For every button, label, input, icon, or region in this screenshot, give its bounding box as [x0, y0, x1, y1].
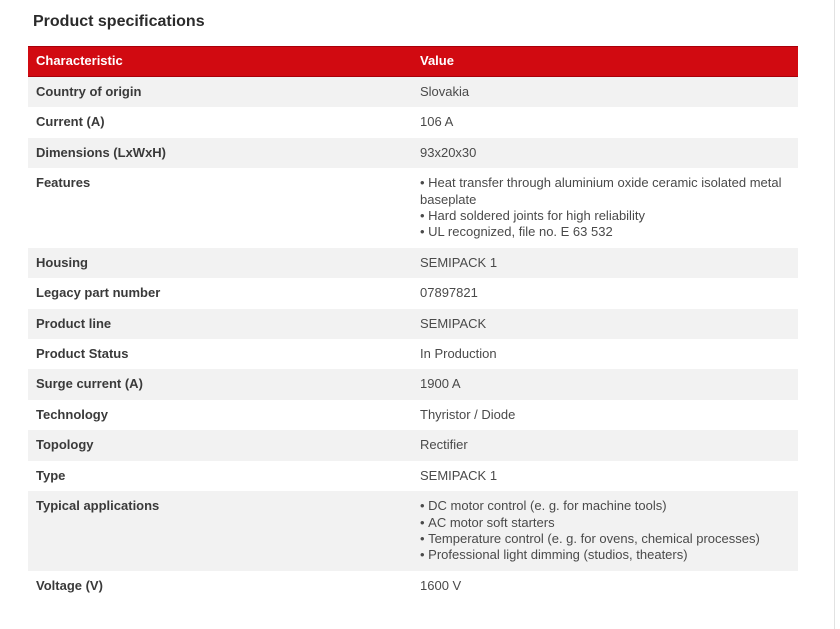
characteristic-label: Features — [28, 168, 412, 248]
characteristic-value: 1600 V — [412, 571, 798, 601]
list-item: • DC motor control (e. g. for machine tools) — [420, 498, 790, 514]
characteristic-label: Voltage (V) — [28, 571, 412, 601]
table-header-row — [28, 47, 798, 77]
table-row — [28, 491, 798, 571]
characteristic-value-list — [412, 491, 798, 571]
list-item: • Hard soldered joints for high reliability — [420, 208, 790, 224]
table-row — [28, 138, 798, 168]
characteristic-value-list — [412, 168, 798, 248]
list-item: • Temperature control (e. g. for ovens, chemical processes) — [420, 531, 790, 547]
column-header-characteristic: Characteristic — [28, 47, 412, 77]
characteristic-label: Current (A) — [28, 107, 412, 137]
page-title: Product specifications — [33, 13, 205, 30]
characteristic-value: 93x20x30 — [412, 138, 798, 168]
characteristic-value: SEMIPACK 1 — [412, 461, 798, 491]
applications-list — [420, 498, 790, 564]
page-edge-divider — [834, 0, 835, 629]
characteristic-label: Housing — [28, 248, 412, 278]
table-row — [28, 278, 798, 308]
characteristic-label: Typical applications — [28, 491, 412, 571]
characteristic-value: Slovakia — [412, 77, 798, 108]
specifications-table — [28, 46, 798, 601]
table-row — [28, 168, 798, 248]
table-row — [28, 400, 798, 430]
characteristic-value: 1900 A — [412, 369, 798, 399]
characteristic-label: Country of origin — [28, 77, 412, 108]
characteristic-label: Technology — [28, 400, 412, 430]
list-item: • Professional light dimming (studios, theaters) — [420, 547, 790, 563]
characteristic-label: Legacy part number — [28, 278, 412, 308]
table-row — [28, 461, 798, 491]
characteristic-label: Type — [28, 461, 412, 491]
column-header-value: Value — [412, 47, 798, 77]
table-row — [28, 369, 798, 399]
characteristic-label: Surge current (A) — [28, 369, 412, 399]
list-item: • Heat transfer through aluminium oxide ceramic isolated metal baseplate — [420, 175, 790, 208]
characteristic-label: Dimensions (LxWxH) — [28, 138, 412, 168]
table-row — [28, 571, 798, 601]
characteristic-value: SEMIPACK — [412, 309, 798, 339]
features-list — [420, 175, 790, 241]
table-row — [28, 248, 798, 278]
characteristic-value: 106 A — [412, 107, 798, 137]
characteristic-value: Rectifier — [412, 430, 798, 460]
characteristic-label: Product line — [28, 309, 412, 339]
characteristic-value: Thyristor / Diode — [412, 400, 798, 430]
table-row — [28, 107, 798, 137]
characteristic-value: 07897821 — [412, 278, 798, 308]
characteristic-value: In Production — [412, 339, 798, 369]
table-row — [28, 77, 798, 108]
table-row — [28, 339, 798, 369]
characteristic-value: SEMIPACK 1 — [412, 248, 798, 278]
characteristic-label: Product Status — [28, 339, 412, 369]
table-row — [28, 309, 798, 339]
characteristic-label: Topology — [28, 430, 412, 460]
list-item: • AC motor soft starters — [420, 515, 790, 531]
list-item: • UL recognized, file no. E 63 532 — [420, 224, 790, 240]
table-row — [28, 430, 798, 460]
